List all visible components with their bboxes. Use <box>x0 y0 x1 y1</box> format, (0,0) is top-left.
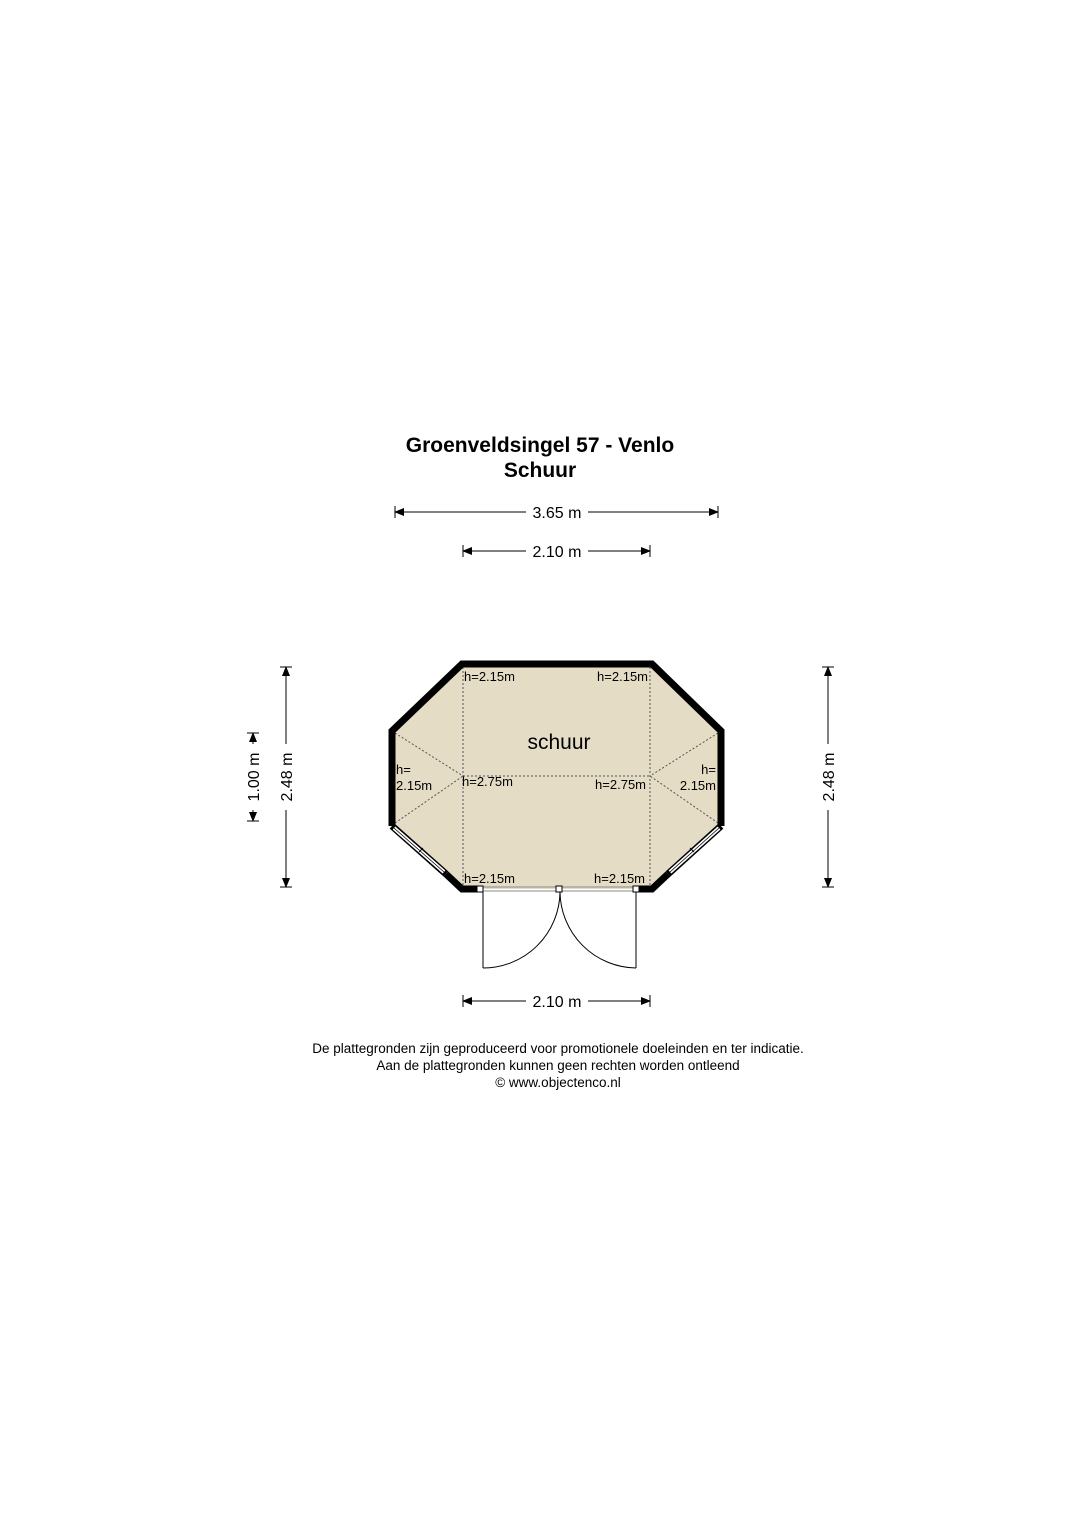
dimension-bottom <box>463 994 650 1011</box>
height-label-mid-right: h=2.75m <box>595 777 646 792</box>
dimension-top-inner <box>463 544 650 561</box>
disclaimer-line-1: De plattegronden zijn geproduceerd voor promotionele doeleinden en ter indicatie. <box>312 1041 804 1056</box>
page-title: Groenveldsingel 57 - Venlo <box>405 434 675 457</box>
dimension-left-inner-label: 1.00 m <box>246 752 263 802</box>
dimension-top-inner-label: 2.10 m <box>532 544 582 561</box>
dimension-left-outer <box>279 667 296 887</box>
height-label-bottom-right: h=2.15m <box>594 871 645 886</box>
height-label-side-left-2: 2.15m <box>396 778 433 793</box>
height-label-mid-left: h=2.75m <box>462 774 513 789</box>
dimension-right <box>821 667 838 887</box>
height-label-top-left: h=2.15m <box>464 669 515 684</box>
floor-title: Schuur <box>503 459 577 482</box>
dimension-right-label: 2.48 m <box>821 752 838 802</box>
room-label: schuur <box>527 731 591 754</box>
dimension-left-outer-label: 2.48 m <box>279 752 296 802</box>
height-label-top-right: h=2.15m <box>597 669 648 684</box>
dimension-left-inner <box>246 733 263 821</box>
height-label-side-left-1: h= <box>396 762 411 777</box>
double-door <box>477 886 639 968</box>
dimension-top-outer-label: 3.65 m <box>532 505 582 522</box>
disclaimer-line-2: Aan de plattegronden kunnen geen rechten worden ontleend <box>376 1058 740 1073</box>
dimension-top-outer <box>395 505 718 522</box>
height-label-side-right-1: h= <box>701 762 716 777</box>
height-label-bottom-left: h=2.15m <box>464 871 515 886</box>
copyright-line: © www.objectenco.nl <box>495 1075 621 1090</box>
height-label-side-right-2: 2.15m <box>679 778 716 793</box>
dimension-bottom-label: 2.10 m <box>532 994 582 1011</box>
